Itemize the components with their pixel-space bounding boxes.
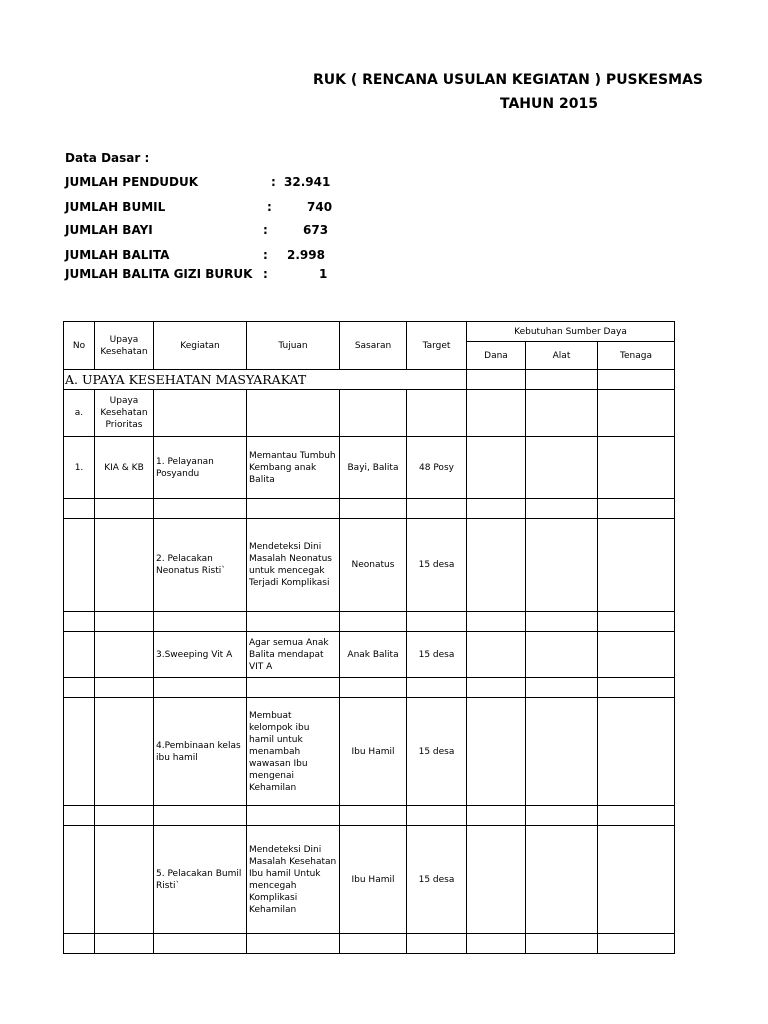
data-label: JUMLAH BALITA GIZI BURUK	[65, 267, 253, 281]
cell-tujuan: Membuat kelompok ibu hamil untuk menambah wawasan Ibu mengenai Kehamilan	[247, 698, 340, 806]
spacer-row	[64, 934, 675, 954]
cell-no	[64, 632, 95, 678]
header-no: No	[64, 322, 95, 370]
data-colon: :	[267, 200, 272, 214]
data-colon: :	[263, 223, 268, 237]
header-row	[64, 322, 675, 342]
cell-tujuan: Mendeteksi Dini Masalah Kesehatan Ibu hamil Untuk mencegah Komplikasi Kehamilan	[247, 826, 340, 934]
section-title: A. UPAYA KESEHATAN MASYARAKAT	[64, 370, 407, 390]
cell-sasaran: Anak Balita	[340, 632, 407, 678]
cell-upaya	[95, 632, 154, 678]
document-year: TAHUN 2015	[500, 96, 598, 112]
cell-no: 1.	[64, 437, 95, 499]
data-dasar-heading: Data Dasar :	[65, 151, 150, 165]
data-value: 1	[319, 267, 328, 281]
header-sasaran: Sasaran	[340, 322, 407, 370]
table-row	[64, 698, 675, 806]
table-row	[64, 632, 675, 678]
spacer-row	[64, 678, 675, 698]
cell-kegiatan: 5. Pelacakan Bumil Risti`	[154, 826, 247, 934]
header-dana: Dana	[467, 342, 526, 370]
spacer-row	[64, 806, 675, 826]
cell-kegiatan: 2. Pelacakan Neonatus Risti`	[154, 519, 247, 612]
spacer-row	[64, 499, 675, 519]
header-alat: Alat	[526, 342, 598, 370]
data-label: JUMLAH BALITA	[65, 248, 170, 262]
cell-target: 15 desa	[407, 826, 467, 934]
cell-sasaran: Ibu Hamil	[340, 698, 407, 806]
cell-sasaran: Bayi, Balita	[340, 437, 407, 499]
data-value: 740	[307, 200, 333, 214]
subsection-row	[64, 390, 675, 437]
cell-no	[64, 698, 95, 806]
cell-tujuan: Memantau Tumbuh Kembang anak Balita	[247, 437, 340, 499]
header-upaya: Upaya Kesehatan	[95, 322, 154, 370]
cell-no	[64, 826, 95, 934]
data-value: 32.941	[284, 175, 331, 189]
cell-upaya	[95, 519, 154, 612]
header-target: Target	[407, 322, 467, 370]
cell-no	[64, 519, 95, 612]
data-label: JUMLAH BUMIL	[65, 200, 166, 214]
header-tenaga: Tenaga	[598, 342, 675, 370]
cell-no: a.	[64, 390, 95, 437]
cell-upaya	[95, 698, 154, 806]
data-value: 673	[303, 223, 329, 237]
cell-kegiatan: 3.Sweeping Vit A	[154, 632, 247, 678]
header-kebutuhan: Kebutuhan Sumber Daya	[467, 322, 675, 342]
cell-target: 15 desa	[407, 698, 467, 806]
ruk-table	[63, 321, 675, 954]
cell-target: 15 desa	[407, 632, 467, 678]
spacer-row	[64, 612, 675, 632]
section-row	[64, 370, 675, 390]
cell-sasaran: Ibu Hamil	[340, 826, 407, 934]
header-tujuan: Tujuan	[247, 322, 340, 370]
cell-target: 48 Posy	[407, 437, 467, 499]
data-label: JUMLAH BAYI	[65, 223, 153, 237]
data-value: 2.998	[287, 248, 325, 262]
data-colon: :	[263, 248, 268, 262]
cell-upaya: KIA & KB	[95, 437, 154, 499]
table-row	[64, 826, 675, 934]
table-row	[64, 519, 675, 612]
header-kegiatan: Kegiatan	[154, 322, 247, 370]
cell-tujuan: Mendeteksi Dini Masalah Neonatus untuk mencegak Terjadi Komplikasi	[247, 519, 340, 612]
table-row	[64, 437, 675, 499]
cell-kegiatan: 4.Pembinaan kelas ibu hamil	[154, 698, 247, 806]
cell-tujuan: Agar semua Anak Balita mendapat VIT A	[247, 632, 340, 678]
data-label: JUMLAH PENDUDUK	[65, 175, 199, 189]
cell-target: 15 desa	[407, 519, 467, 612]
cell-kegiatan: 1. Pelayanan Posyandu	[154, 437, 247, 499]
cell-upaya	[95, 826, 154, 934]
cell-upaya: Upaya Kesehatan Prioritas	[95, 390, 154, 437]
data-colon: :	[263, 267, 268, 281]
document-title: RUK ( RENCANA USULAN KEGIATAN ) PUSKESMAS	[313, 72, 703, 88]
cell-sasaran: Neonatus	[340, 519, 407, 612]
data-colon: :	[271, 175, 276, 189]
